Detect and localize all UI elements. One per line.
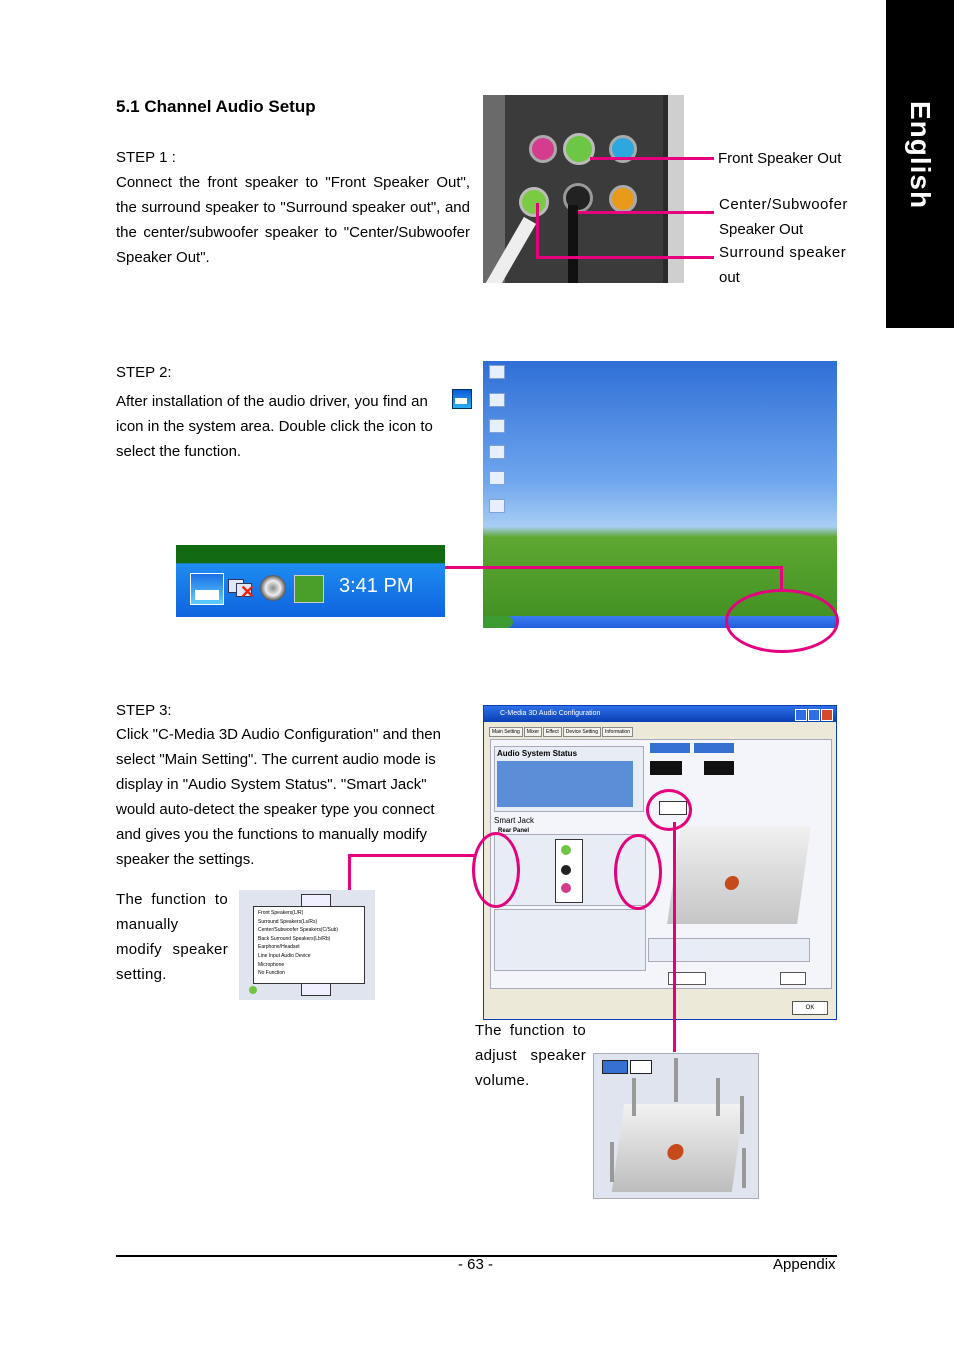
menu-item[interactable]: Microphone [258,961,285,968]
close-icon[interactable] [821,709,833,721]
left-surround-volume-slider[interactable] [610,1142,614,1182]
stop-button[interactable] [780,972,806,985]
audio-jack-photo [483,95,684,283]
desktop-icon [489,445,505,459]
manual-modify-caption: The function to manually modify speaker setting. [116,891,228,983]
tab-mixer[interactable]: Mixer [524,727,542,737]
tab-effect[interactable]: Effect [543,727,562,737]
volume-mode-button[interactable] [602,1060,628,1074]
step2-body-after: icon in the system area. Double click the icon to select the function. [116,418,433,460]
speaker-type-menu-screenshot [239,890,375,1000]
menu-item[interactable]: Front Speakers(L/R) [258,910,304,916]
ok-button[interactable]: OK [792,1001,828,1015]
center-sub-label-1: Center/Subwoofer [719,196,848,213]
smart-jack-label: Smart Jack [494,816,535,825]
virtual-71-badge [650,761,682,775]
left-volume-slider[interactable] [632,1078,636,1116]
jack-icon [561,883,571,893]
step3-heading: STEP 3: [116,702,172,719]
center-volume-slider[interactable] [674,1058,678,1102]
tab-device-setting[interactable]: Device Setting [563,727,601,737]
menu-item[interactable]: Line Input Audio Device [258,952,311,959]
adjust-volume-caption: The function to adjust speaker volume. [475,1022,586,1089]
front-speaker-label: Front Speaker Out [718,150,842,167]
menu-item[interactable]: Earphone/Headset [258,944,300,951]
speaker-volume-screenshot [593,1053,759,1199]
window-titlebar: C-Media 3D Audio Configuration [484,706,836,722]
status-label: Audio System Status [497,749,578,758]
language-tab-label: English [905,100,936,210]
rear-right-highlight-ring [614,834,662,910]
speaker-room-diagram [667,826,811,924]
jack-icon [249,986,257,994]
desktop-icon [489,393,505,407]
nvidia-icon [294,575,324,603]
dsp-button[interactable] [694,743,734,753]
tab-information[interactable]: Information [602,727,633,737]
right-volume-slider[interactable] [716,1078,720,1116]
step2-heading: STEP 2: [116,364,172,381]
speaker-volume-icon [260,575,286,601]
audio-system-status-panel [494,746,644,812]
step3-body: Click "C-Media 3D Audio Configuration" and then select "Main Setting". The current audio mode is display in "Audio System Status". "Smart Jack" would auto-detect the speaker type you connect and gives you the functions to manually modify speaker the settings. [116,726,441,868]
step1-heading: STEP 1 : [116,149,176,166]
tab-main-setting[interactable]: Main Setting [489,727,523,737]
desktop-icon [489,499,505,513]
tray-clock: 3:41 PM [339,575,414,597]
config-tabs [489,727,634,737]
surround-label-1: Surround speaker [719,244,847,261]
language-tab [886,0,954,328]
speaker-mode-button[interactable] [650,743,690,753]
sub-volume-slider[interactable] [740,1096,744,1134]
xear-3d-icon [452,389,472,409]
volume-button-highlight-ring [646,789,692,831]
network-disconnected-icon: ✕ [228,577,252,599]
desktop-icon [489,365,505,379]
reset-button[interactable] [630,1060,652,1074]
speaker-type-menu[interactable] [253,906,365,984]
menu-item[interactable]: Surround Speakers(Ls/Rs) [258,918,318,925]
right-surround-volume-slider[interactable] [742,1148,746,1188]
jack-icon [561,865,571,875]
system-tray-zoom [176,545,445,617]
minimize-icon[interactable] [795,709,807,721]
center-sub-label-2: Speaker Out [719,221,804,238]
front-digital-panel [494,909,646,971]
page-number: - 63 - [458,1256,494,1273]
desktop-icon [489,419,505,433]
menu-item[interactable]: No Function [258,970,285,977]
rear-panel-label: Rear Panel [498,828,530,834]
section-title: 5.1 Channel Audio Setup [116,97,316,116]
start-button [483,616,513,628]
jack-icon [561,845,571,855]
surround-label-2: out [719,269,740,286]
desktop-screenshot [483,361,837,628]
desktop-icon [489,471,505,485]
tray-highlight-ring [725,589,839,653]
menu-item[interactable]: Back Surround Speakers(Lb/Rb) [258,935,331,942]
menu-item[interactable]: Center/Subwoofer Speakers(C/Sub) [258,927,339,934]
xear-3d-tray-icon [190,573,224,605]
dolby-badge [704,761,734,775]
step2-body-before: After installation of the audio driver, you find an [116,393,428,410]
step1-body: Connect the front speaker to "Front Speaker Out", the surround speaker to "Surround speaker out", and the center/subwoofer speaker to "Center/Subwoofer Speaker Out". [116,174,470,266]
footer-section: Appendix [773,1256,836,1273]
maximize-icon[interactable] [808,709,820,721]
volume-room-diagram [612,1104,744,1192]
rear-left-highlight-ring [472,832,520,908]
